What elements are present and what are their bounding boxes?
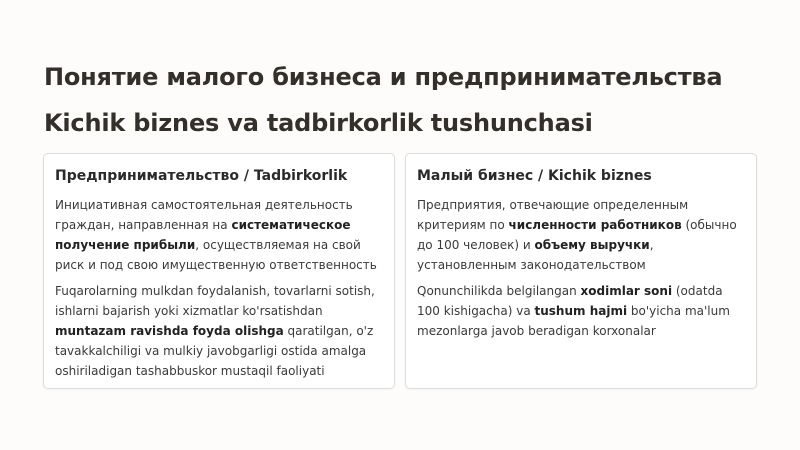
highlight-profit-uz: muntazam ravishda foyda olishga (55, 324, 284, 338)
highlight-revenue-ru: объему выручки (534, 238, 650, 252)
small-business-definition-russian (417, 195, 745, 275)
text-segment: bo'yicha ma'lum mezonlarga javob beradigan korxonalar (417, 304, 730, 338)
card-small-business (405, 153, 757, 389)
text-segment: Предприятия, отвечающие определенным критериям по (417, 198, 689, 232)
highlight-employees-ru: численности работников (508, 218, 682, 232)
card-title-small-business: Малый бизнес / Kichik biznes (417, 168, 652, 184)
text-segment: , осуществляемая на свой риск и под свою имущественную ответственность (55, 238, 377, 272)
highlight-profit-ru: систематическое получение прибыли (55, 218, 351, 252)
entrepreneurship-definition-russian (55, 195, 383, 275)
text-segment: qaratilgan, o'z tavakkalchiligi va mulkiy javobgarligi ostida amalga oshiriladigan tashabbuskor mustaqil faoliyati (55, 324, 374, 378)
text-segment: Fuqarolarning mulkdan foydalanish, tovarlarni sotish, ishlarni bajarish yoki xizmatlar ko'rsatishdan (55, 284, 375, 318)
highlight-employees-uz: xodimlar soni (580, 284, 673, 298)
highlight-revenue-uz: tushum hajmi (534, 304, 628, 318)
text-segment: (odatda 100 kishigacha) va (417, 284, 723, 318)
entrepreneurship-definition-uzbek (55, 281, 383, 381)
card-entrepreneurship (43, 153, 395, 389)
text-segment: Qonunchilikda belgilangan (417, 284, 581, 298)
page-title-uzbek: Kichik biznes va tadbirkorlik tushunchasi (44, 109, 593, 137)
text-segment: Инициативная самостоятельная деятельность граждан, направленная на (55, 198, 353, 232)
page-title-russian: Понятие малого бизнеса и предпринимательства (44, 63, 723, 91)
text-segment: , установленным законодательством (417, 238, 654, 272)
text-segment: (обычно до 100 человек) и (417, 218, 737, 252)
card-title-entrepreneurship: Предпринимательство / Tadbirkorlik (55, 168, 348, 184)
small-business-definition-uzbek (417, 281, 745, 341)
